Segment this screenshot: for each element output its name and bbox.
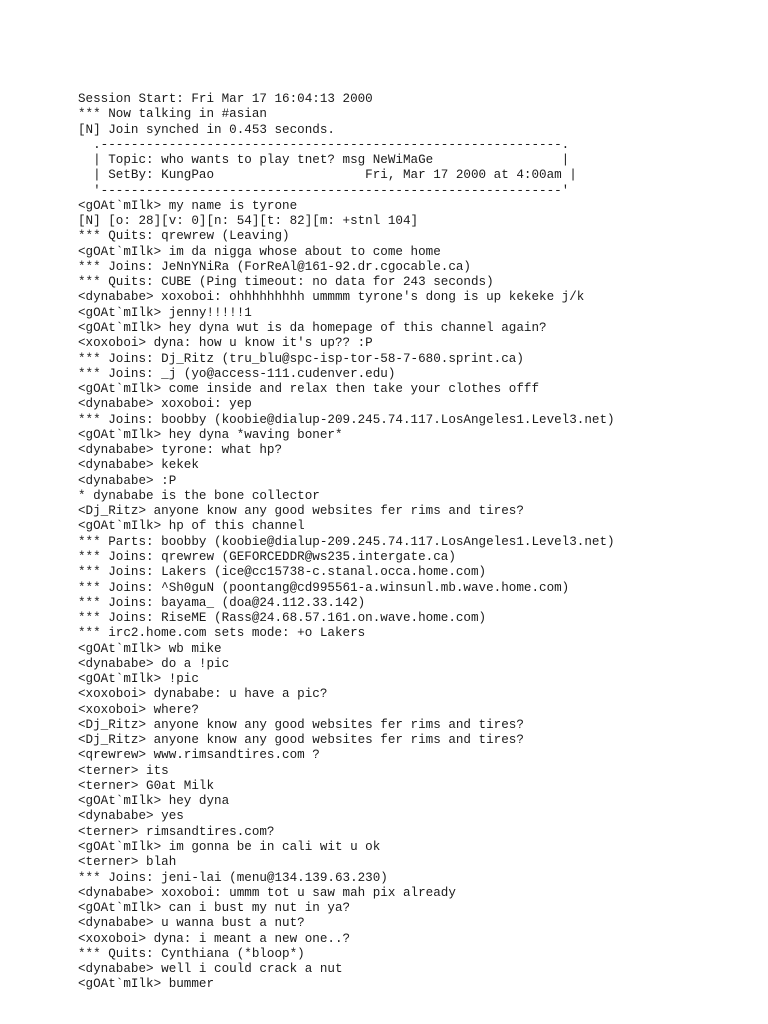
log-line: *** Joins: qrewrew (GEFORCEDDR@ws235.intergate.ca) xyxy=(78,549,456,564)
log-line: <gOAt`mIlk> !pic xyxy=(78,672,199,687)
log-line: <gOAt`mIlk> im da nigga whose about to come home xyxy=(78,244,441,259)
chat-log xyxy=(78,92,758,993)
log-line: <Dj_Ritz> anyone know any good websites fer rims and tires? xyxy=(78,504,524,519)
log-line: <qrewrew> www.rimsandtires.com ? xyxy=(78,748,320,763)
log-line: <gOAt`mIlk> hey dyna wut is da homepage of this channel again? xyxy=(78,320,547,335)
log-line: <gOAt`mIlk> can i bust my nut in ya? xyxy=(78,901,351,916)
log-line: <dynababe> xoxoboi: yep xyxy=(78,397,252,412)
log-line: *** Joins: bayama_ (doa@24.112.33.142) xyxy=(78,595,366,610)
log-line: <xoxoboi> dyna: how u know it's up?? :P xyxy=(78,336,373,351)
log-line: <Dj_Ritz> anyone know any good websites fer rims and tires? xyxy=(78,733,524,748)
log-line: <xoxoboi> where? xyxy=(78,702,199,717)
log-line: <dynababe> yes xyxy=(78,809,184,824)
log-line: *** Joins: RiseME (Rass@24.68.57.161.on.wave.home.com) xyxy=(78,611,487,626)
log-line: *** Quits: CUBE (Ping timeout: no data for 243 seconds) xyxy=(78,275,494,290)
log-line: *** Quits: qrewrew (Leaving) xyxy=(78,229,290,244)
log-line: <gOAt`mIlk> im gonna be in cali wit u ok xyxy=(78,840,381,855)
log-line: *** Joins: jeni-lai (menu@134.139.63.230) xyxy=(78,870,388,885)
log-line: | Topic: who wants to play tnet? msg NeWiMaGe | xyxy=(78,153,570,168)
log-line: *** Parts: boobby (koobie@dialup-209.245.74.117.LosAngeles1.Level3.net) xyxy=(78,534,615,549)
log-line: <dynababe> do a !pic xyxy=(78,656,230,671)
log-line: *** Joins: ^Sh0guN (poontang@cd995561-a.winsunl.mb.wave.home.com) xyxy=(78,580,570,595)
log-line: Session Start: Fri Mar 17 16:04:13 2000 xyxy=(78,92,373,106)
log-line: <gOAt`mIlk> bummer xyxy=(78,977,215,992)
log-line: *** Quits: Cynthiana (*bloop*) xyxy=(78,946,305,961)
log-line: <dynababe> :P xyxy=(78,473,177,488)
log-line: <terner> G0at Milk xyxy=(78,778,215,793)
log-line: <terner> rimsandtires.com? xyxy=(78,824,275,839)
log-line: *** Joins: JeNnYNiRa (ForReAl@161-92.dr.cgocable.ca) xyxy=(78,259,471,274)
log-line: *** irc2.home.com sets mode: +o Lakers xyxy=(78,626,366,641)
log-line: *** Joins: Lakers (ice@cc15738-c.stanal.occa.home.com) xyxy=(78,565,487,580)
log-line: <dynababe> u wanna bust a nut? xyxy=(78,916,305,931)
log-line: *** Joins: Dj_Ritz (tru_blu@spc-isp-tor-58-7-680.sprint.ca) xyxy=(78,351,524,366)
log-line: <gOAt`mIlk> hey dyna xyxy=(78,794,230,809)
log-line: <dynababe> xoxoboi: ohhhhhhhhh ummmm tyrone's dong is up kekeke j/k xyxy=(78,290,585,305)
log-line: <gOAt`mIlk> wb mike xyxy=(78,641,222,656)
log-line: <xoxoboi> dyna: i meant a new one..? xyxy=(78,931,351,946)
log-line: <xoxoboi> dynababe: u have a pic? xyxy=(78,687,328,702)
log-line: .-------------------------------------------------------------. xyxy=(78,137,570,152)
log-line: *** Now talking in #asian xyxy=(78,107,267,122)
log-line: <dynababe> kekek xyxy=(78,458,199,473)
log-line: * dynababe is the bone collector xyxy=(78,488,320,503)
log-line: <terner> its xyxy=(78,763,169,778)
log-line: [N] [o: 28][v: 0][n: 54][t: 82][m: +stnl 104] xyxy=(78,214,419,229)
log-line: <dynababe> tyrone: what hp? xyxy=(78,443,283,458)
log-line: <gOAt`mIlk> my name is tyrone xyxy=(78,198,298,213)
log-line: [N] Join synched in 0.453 seconds. xyxy=(78,122,335,137)
log-line: <dynababe> xoxoboi: ummm tot u saw mah pix already xyxy=(78,885,456,900)
log-line: '-------------------------------------------------------------' xyxy=(78,183,570,198)
log-line: *** Joins: _j (yo@access-111.cudenver.edu) xyxy=(78,366,396,381)
log-line: | SetBy: KungPao Fri, Mar 17 2000 at 4:00am | xyxy=(78,168,577,183)
log-line: <dynababe> well i could crack a nut xyxy=(78,962,343,977)
log-line: <Dj_Ritz> anyone know any good websites fer rims and tires? xyxy=(78,717,524,732)
log-line: *** Joins: boobby (koobie@dialup-209.245.74.117.LosAngeles1.Level3.net) xyxy=(78,412,615,427)
log-line: <gOAt`mIlk> hey dyna *waving boner* xyxy=(78,427,343,442)
log-line: <gOAt`mIlk> jenny!!!!!1 xyxy=(78,305,252,320)
log-line: <gOAt`mIlk> hp of this channel xyxy=(78,519,305,534)
log-line: <gOAt`mIlk> come inside and relax then take your clothes offf xyxy=(78,382,540,397)
log-line: <terner> blah xyxy=(78,855,177,870)
